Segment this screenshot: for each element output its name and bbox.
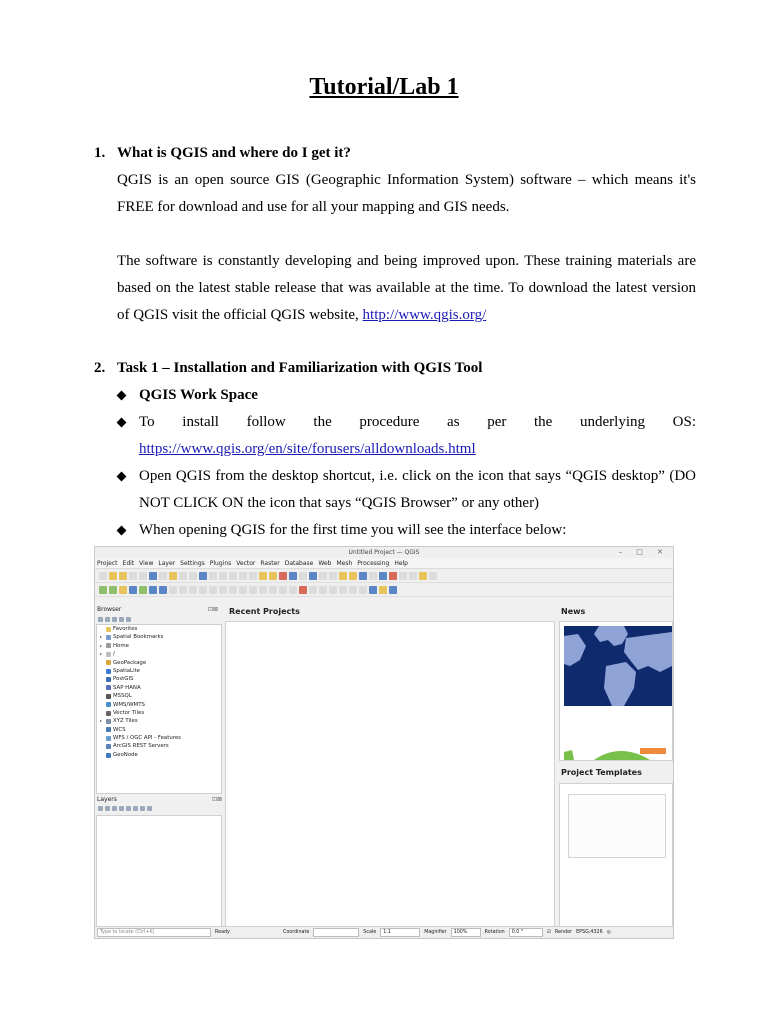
menu-item-project[interactable]: Project <box>97 559 118 567</box>
section-heading: What is QGIS and where do I get it? <box>117 145 351 161</box>
diamond-bullet-icon <box>117 526 127 536</box>
panel-close-icon[interactable]: ⊡⊠ <box>207 606 218 613</box>
project-templates-title: Project Templates <box>561 768 642 777</box>
list-item <box>117 409 696 463</box>
browser-item-label: PostGIS <box>113 676 134 683</box>
messages-icon[interactable]: ◎ <box>606 930 611 935</box>
browser-item[interactable] <box>97 742 221 750</box>
news-map-image <box>564 626 672 706</box>
browser-item-label: SpatiaLite <box>113 667 140 674</box>
data-source-icon <box>106 753 111 758</box>
data-source-icon <box>106 685 111 690</box>
data-source-icon <box>106 711 111 716</box>
browser-item[interactable] <box>97 717 221 725</box>
data-source-icon <box>106 727 111 732</box>
browser-item-label: MSSQL <box>113 693 132 700</box>
data-source-icon <box>106 643 111 648</box>
browser-item[interactable] <box>97 650 221 658</box>
toolbar-row-2 <box>95 583 673 597</box>
render-label: Render <box>555 930 573 935</box>
list-item <box>117 382 696 409</box>
render-checkbox[interactable]: ☑ <box>546 930 552 935</box>
data-source-icon <box>106 669 111 674</box>
data-source-icon <box>106 694 111 699</box>
rotation-field[interactable]: 0.0 ° <box>509 928 543 937</box>
browser-item[interactable] <box>97 701 221 709</box>
chevron-right-icon[interactable]: ▸ <box>100 634 103 640</box>
browser-item-label: WFS / OGC API - Features <box>113 735 181 742</box>
menu-item-vector[interactable]: Vector <box>236 559 256 567</box>
menu-item-layer[interactable]: Layer <box>158 559 176 567</box>
coordinate-field[interactable] <box>313 928 359 937</box>
data-source-icon <box>106 635 111 640</box>
menu-item-view[interactable]: View <box>139 559 154 567</box>
browser-tree <box>96 624 222 794</box>
layers-title-text: Layers <box>97 796 117 803</box>
browser-item-label: Spatial Bookmarks <box>113 634 164 641</box>
page-title: Tutorial/Lab 1 <box>309 74 459 100</box>
data-source-icon <box>106 702 111 707</box>
browser-item-label: XYZ Tiles <box>113 718 138 725</box>
browser-item[interactable] <box>97 633 221 641</box>
recent-projects-title: Recent Projects <box>229 607 300 616</box>
downloads-link[interactable]: https://www.qgis.org/en/site/forusers/alldownloads.html <box>139 441 476 457</box>
welcome-right <box>557 605 673 927</box>
bullet-text: QGIS Work Space <box>139 387 258 403</box>
browser-item-label: / <box>113 651 115 658</box>
locate-search-input[interactable]: Type to locate (Ctrl+K) <box>97 928 211 937</box>
qgis-screenshot <box>94 546 674 939</box>
browser-item-label: ArcGIS REST Servers <box>113 743 169 750</box>
browser-item[interactable] <box>97 709 221 717</box>
browser-item-label: Home <box>113 642 129 649</box>
menu-item-web[interactable]: Web <box>318 559 332 567</box>
browser-title-text: Browser <box>97 606 122 613</box>
qgis-website-link[interactable]: http://www.qgis.org/ <box>362 307 487 323</box>
section-heading: Task 1 – Installation and Familiarization with QGIS Tool <box>117 360 483 376</box>
recent-projects-list[interactable] <box>225 621 555 927</box>
chevron-right-icon[interactable]: ▸ <box>100 642 103 648</box>
menu-item-edit[interactable]: Edit <box>122 559 135 567</box>
bullet-list <box>117 382 696 544</box>
menu-item-settings[interactable]: Settings <box>180 559 205 567</box>
window-controls[interactable]: – □ ✕ <box>618 548 669 556</box>
browser-item[interactable] <box>97 642 221 650</box>
window-titlebar <box>95 547 673 558</box>
browser-item-label: SAP HANA <box>113 684 141 691</box>
status-bar <box>95 926 673 938</box>
browser-item[interactable] <box>97 726 221 734</box>
menu-item-help[interactable]: Help <box>394 559 408 567</box>
chevron-right-icon[interactable]: ▸ <box>100 651 103 657</box>
diamond-bullet-icon <box>117 391 127 401</box>
browser-item[interactable] <box>97 684 221 692</box>
bullet-text: When opening QGIS for the first time you will see the interface below: <box>139 522 567 538</box>
paragraph <box>117 248 696 329</box>
bullet-text: Open QGIS from the desktop shortcut, i.e. click on the icon that says “QGIS desktop” (DO NOT CLICK ON the icon that says “QGIS Browser” or any other) <box>139 468 696 511</box>
rotation-label: Rotation <box>484 930 505 935</box>
menu-item-processing[interactable]: Processing <box>357 559 390 567</box>
browser-item-label: WMS/WMTS <box>113 701 145 708</box>
diamond-bullet-icon <box>117 418 127 428</box>
chevron-right-icon[interactable]: ▸ <box>100 718 103 724</box>
news-feed[interactable] <box>559 621 673 761</box>
section-number: 2. <box>94 360 106 376</box>
qgis-workarea <box>95 605 673 927</box>
scale-field[interactable]: 1:1 <box>380 928 420 937</box>
document-body <box>94 140 696 544</box>
browser-panel-title <box>95 605 221 615</box>
left-dock <box>95 605 221 927</box>
layers-list[interactable] <box>96 815 222 927</box>
browser-item[interactable] <box>97 675 221 683</box>
browser-item-label: GeoPackage <box>113 659 147 666</box>
news-title: News <box>561 607 586 616</box>
data-source-icon <box>106 627 111 632</box>
data-source-icon <box>106 744 111 749</box>
browser-item-label: Favorites <box>113 626 138 632</box>
magnifier-field[interactable]: 100% <box>451 928 481 937</box>
coordinate-label: Coordinate <box>283 930 310 935</box>
status-ready: Ready <box>215 930 230 935</box>
scale-label: Scale <box>363 930 377 935</box>
browser-item[interactable] <box>97 667 221 675</box>
list-item <box>117 463 696 517</box>
data-source-icon <box>106 736 111 741</box>
welcome-center <box>223 605 555 927</box>
section-1 <box>94 140 696 329</box>
layers-toolbar <box>95 804 224 813</box>
browser-item-label: Vector Tiles <box>113 709 145 716</box>
browser-item[interactable] <box>97 625 221 633</box>
toolbar-row-1 <box>95 569 673 583</box>
menu-item-database[interactable]: Database <box>284 559 314 567</box>
project-templates-list <box>559 783 673 927</box>
browser-item-label: GeoNode <box>113 751 138 758</box>
news-thumbnail-icon <box>564 742 672 760</box>
list-item <box>117 517 696 544</box>
data-source-icon <box>106 660 111 665</box>
paragraph: QGIS is an open source GIS (Geographic Information System) software – which means it's FREE for download and use for all your mapping and GIS needs. <box>117 172 696 215</box>
menu-bar <box>95 558 673 569</box>
data-source-icon <box>106 719 111 724</box>
browser-item[interactable] <box>97 734 221 742</box>
magnifier-label: Magnifier <box>424 930 447 935</box>
data-source-icon <box>106 677 111 682</box>
panel-close-icon[interactable]: ⊡⊠ <box>211 796 222 803</box>
browser-item[interactable] <box>97 692 221 700</box>
browser-item-label: WCS <box>113 726 126 733</box>
bullet-text: To install follow the procedure as per the underlying OS: <box>139 414 696 430</box>
menu-item-raster[interactable]: Raster <box>260 559 280 567</box>
crs-button[interactable]: EPSG:4326 <box>576 930 603 935</box>
window-title: Untitled Project — QGIS <box>348 549 420 556</box>
browser-item[interactable] <box>97 751 221 759</box>
paragraph-text: The software is constantly developing and being improved upon. These training materials are based on the latest stable release that was available at the time. To download the latest version of QGIS visit the official QGIS website, <box>117 253 696 323</box>
browser-item[interactable] <box>97 659 221 667</box>
world-map-icon <box>564 626 672 706</box>
diamond-bullet-icon <box>117 472 127 482</box>
menu-item-plugins[interactable]: Plugins <box>209 559 232 567</box>
blank-template-card[interactable] <box>568 794 666 858</box>
section-2 <box>94 355 696 544</box>
menu-item-mesh[interactable]: Mesh <box>336 559 353 567</box>
section-number: 1. <box>94 145 106 161</box>
data-source-icon <box>106 652 111 657</box>
browser-toolbar <box>95 615 221 624</box>
